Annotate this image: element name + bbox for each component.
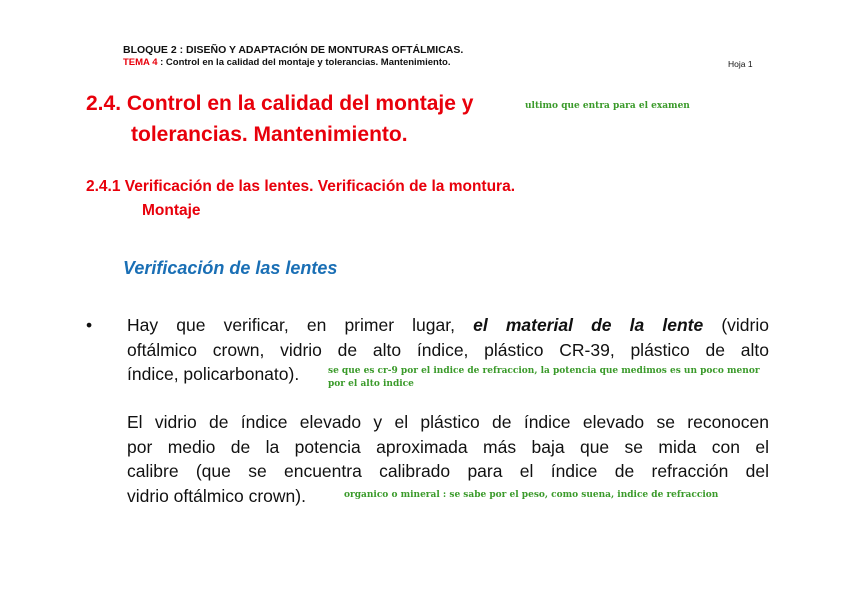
paragraph2-line2: por medio de la potencia aproximada más baja que se mida con el [127, 437, 769, 457]
paragraph1-line2: oftálmico crown, vidrio de alto índice, plástico CR-39, plástico de alto [127, 340, 769, 360]
subsection-title-line2: Montaje [142, 202, 201, 219]
handwritten-note-organico: organico o mineral : se sabe por el peso, como suena, indice de refraccion [344, 490, 719, 500]
p1-line1-start: Hay que verificar, en primer lugar, [127, 315, 455, 335]
section-title-line1: 2.4. Control en la calidad del montaje y [86, 92, 474, 115]
p1-emphasis: el material de la lente [473, 315, 704, 335]
p1-line1-end: (vidrio [721, 315, 769, 335]
paragraph2-line3: calibre (que se encuentra calibrado para el índice de refracción del [127, 461, 769, 481]
tema-text: : Control en la calidad del montaje y tolerancias. Mantenimiento. [157, 57, 451, 68]
header-tema [123, 57, 450, 68]
paragraph2-line1: El vidrio de índice elevado y el plástico de índice elevado se reconocen [127, 412, 769, 432]
bullet: • [86, 315, 93, 335]
section-title-line2: tolerancias. Mantenimiento. [131, 123, 408, 146]
subsection-title-line1: 2.4.1 Verificación de las lentes. Verificación de la montura. [86, 178, 516, 195]
paragraph1-line3: índice, policarbonato). [127, 364, 300, 384]
subheading: Verificación de las lentes [123, 258, 338, 278]
handwritten-note-cr39-line1: se que es cr-9 por el indice de refraccion, la potencia que medimos es un poco menor [328, 366, 760, 376]
tema-label: TEMA 4 [123, 57, 158, 68]
handwritten-note-exam: ultimo que entra para el examen [525, 101, 690, 111]
paragraph1-line1 [127, 313, 769, 338]
paragraph2-line4: vidrio oftálmico crown). [127, 486, 306, 506]
header-bloque: BLOQUE 2 : DISEÑO Y ADAPTACIÓN DE MONTURAS OFTÁLMICAS. [123, 44, 464, 56]
handwritten-note-cr39-line2: por el alto indice [328, 379, 414, 389]
page-number: Hoja 1 [728, 59, 753, 69]
